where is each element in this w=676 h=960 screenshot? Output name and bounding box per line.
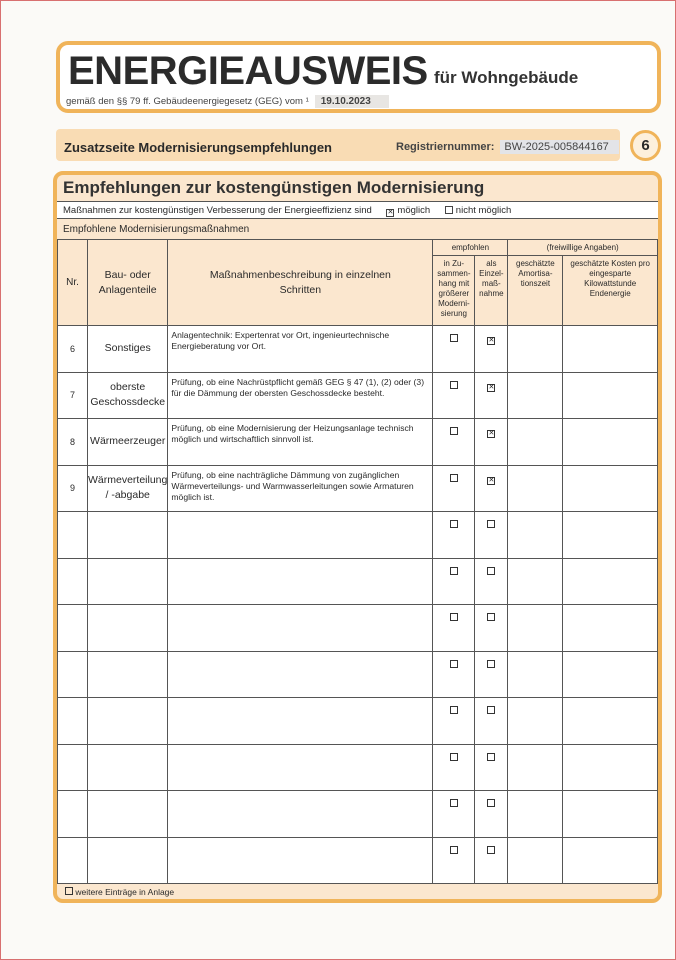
table-row [58,372,658,419]
single-checkbox[interactable]: ✕ [488,337,495,344]
row-amort [508,326,563,373]
combined-checkbox[interactable] [450,427,458,435]
table-row [58,744,658,791]
row-nr: 8 [58,419,88,466]
issue-date: 19.10.2023 [315,95,389,108]
single-checkbox[interactable] [487,520,495,528]
not-possible-checkbox[interactable] [445,206,453,214]
supplement-bar [56,129,620,161]
geg-text: gemäß den §§ 79 ff. Gebäudeenergiegesetz (GEG) vom ¹ [66,96,309,107]
more-entries-label: weitere Einträge in Anlage [75,887,175,897]
row-nr: 6 [58,326,88,373]
combined-checkbox[interactable] [450,706,458,714]
row-part: Sonstiges [88,326,168,373]
reg-number: BW-2025-005844167 [500,140,618,154]
reg-label: Registriernummer: [396,141,495,153]
col-combined: in Zu-sammen-hang mit größerer Moderni-sierung [433,256,475,326]
combined-checkbox[interactable] [450,567,458,575]
col-single: als Einzel-maß-nahme [475,256,508,326]
row-part: Wärmeerzeuger [88,419,168,466]
row-desc: Prüfung, ob eine Nachrüstpflicht gemäß GEG § 47 (1), (2) oder (3) für die Dämmung der obersten Geschossdecke besteht. [168,372,433,419]
not-possible-label: nicht möglich [455,205,512,216]
table-row [58,791,658,838]
row-part: oberste Geschossdecke [88,372,168,419]
combined-checkbox[interactable] [450,474,458,482]
section-title: Empfehlungen zur kostengünstigen Modernisierung [63,178,485,197]
more-entries-checkbox[interactable] [65,887,73,895]
col-part: Bau- oder Anlagenteile [88,240,168,326]
row-part: Wärmeverteilung / -abgabe [88,465,168,512]
registration [396,140,619,154]
row-nr: 7 [58,372,88,419]
more-entries [65,887,174,897]
combined-checkbox[interactable] [450,334,458,342]
single-checkbox[interactable] [487,613,495,621]
combined-checkbox[interactable] [450,613,458,621]
table-row [58,605,658,652]
header-box [56,41,661,113]
single-checkbox[interactable] [487,799,495,807]
single-checkbox[interactable]: ✕ [488,383,495,391]
table-row [58,698,658,745]
row-amort [508,372,563,419]
row-amort [508,465,563,512]
row-desc: Prüfung, ob eine nachträgliche Dämmung von zugänglichen Wärmeverteilungs- und Warmwasserleitungen sowie Armaturen möglich ist. [168,465,433,512]
combined-checkbox[interactable] [450,381,458,389]
possible-label: möglich [397,205,431,216]
table-row [58,558,658,605]
measures-text: Maßnahmen zur kostengünstigen Verbesserung der Energieeffizienz sind [63,205,372,216]
row-cost [563,465,658,512]
row-desc: Anlagentechnik: Expertenrat vor Ort, ingenieurtechnische Energieberatung vor Ort. [168,326,433,373]
row-nr: 9 [58,465,88,512]
row-desc: Prüfung, ob eine Modernisierung der Heizungsanlage technisch möglich und wirtschaftlich sinnvoll ist. [168,419,433,466]
combined-checkbox[interactable] [450,799,458,807]
col-nr: Nr. [58,240,88,326]
single-checkbox[interactable] [487,567,495,575]
single-checkbox[interactable] [487,753,495,761]
combined-checkbox[interactable] [450,753,458,761]
single-checkbox[interactable]: ✕ [488,476,495,484]
col-voluntary: (freiwillige Angaben) [508,240,658,256]
doc-title: ENERGIEAUSWEIS [68,49,428,93]
col-amort: geschätzte Amortisa-tionszeit [508,256,563,326]
doc-subtitle: für Wohngebäude [434,68,579,87]
page-number: 6 [630,130,661,161]
table-row [58,512,658,559]
combined-checkbox[interactable] [450,846,458,854]
measures-line [57,201,658,219]
col-cost: geschätzte Kosten pro eingesparte Kilowattstunde Endenergie [563,256,658,326]
recommendations-section [53,171,662,903]
possible-checkbox[interactable]: ✕ [387,209,394,216]
combined-checkbox[interactable] [450,660,458,668]
single-checkbox[interactable]: ✕ [488,430,495,437]
supplement-title: Zusatzseite Modernisierungsempfehlungen [64,140,332,155]
recommended-label: Empfohlene Modernisierungsmaßnahmen [63,224,250,235]
single-checkbox[interactable] [487,846,495,854]
col-desc: Maßnahmenbeschreibung in einzelnen Schritten [168,240,433,326]
row-cost [563,419,658,466]
geg-line [66,95,389,108]
measures-table [57,239,658,884]
table-row [58,837,658,884]
table-row [58,326,658,373]
table-row [58,651,658,698]
table-row [58,419,658,466]
combined-checkbox[interactable] [450,520,458,528]
row-amort [508,419,563,466]
single-checkbox[interactable] [487,660,495,668]
single-checkbox[interactable] [487,706,495,714]
row-cost [563,372,658,419]
table-row [58,465,658,512]
col-recommended: empfohlen [433,240,508,256]
row-cost [563,326,658,373]
